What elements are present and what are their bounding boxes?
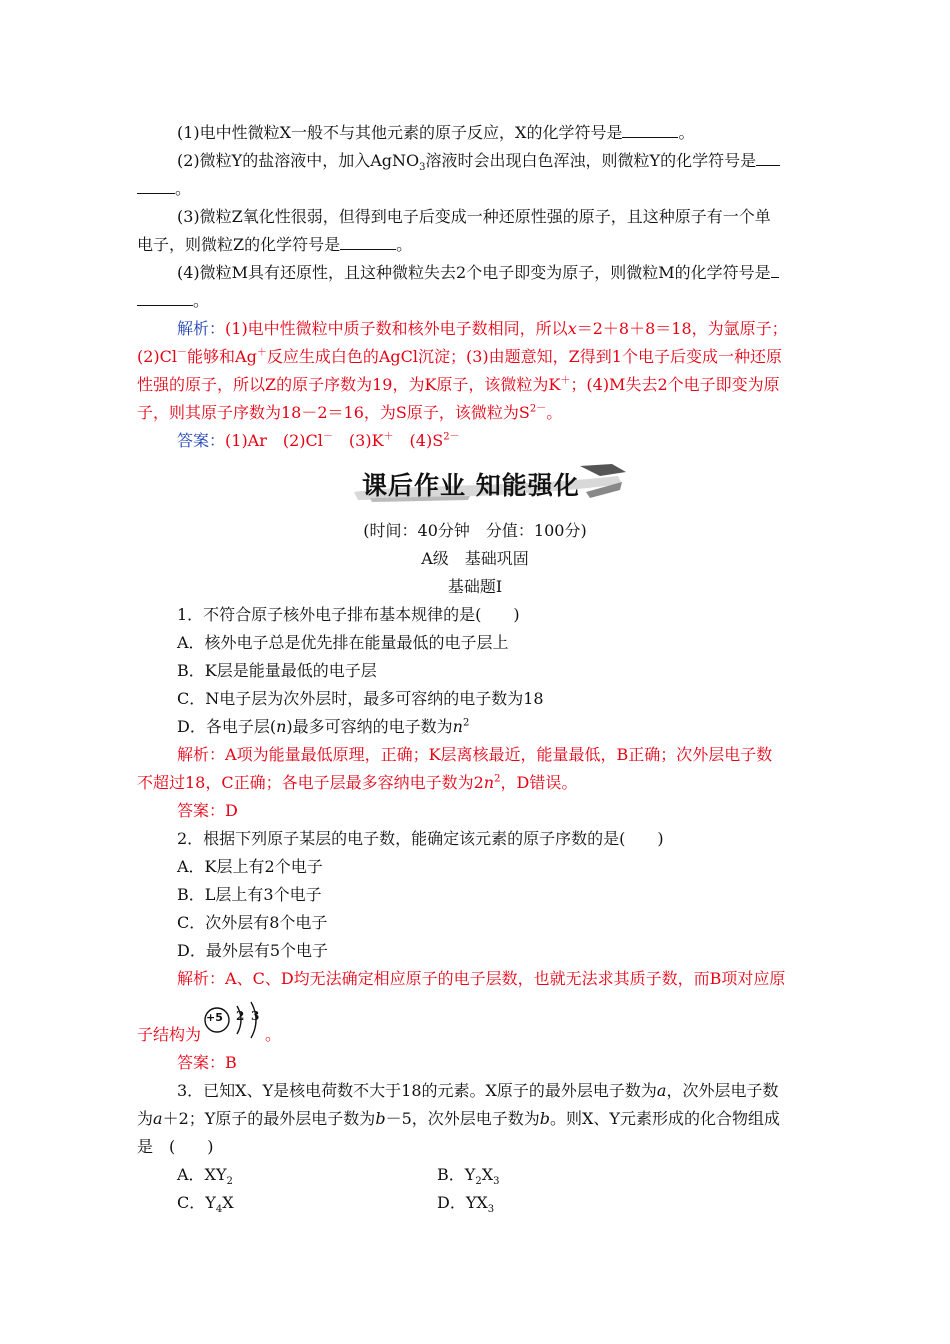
section-banner	[350, 462, 630, 504]
option-text: D．各电子层(	[177, 717, 277, 736]
option-sub: 2	[226, 1176, 233, 1188]
option-sub: 3	[493, 1176, 500, 1188]
intro-q2-cont	[137, 178, 191, 200]
analysis-text: ＝2＋8＋8＝18，为氩原子；	[576, 319, 788, 338]
q1-option-d	[177, 716, 469, 738]
option-sub: 4	[215, 1204, 223, 1216]
stem-var: a	[656, 1081, 667, 1100]
stem-text: －5，次外层电子数为	[385, 1109, 540, 1128]
q4-end: 。	[193, 291, 210, 310]
q1-option-b: B．K层是能量最低的电子层	[177, 661, 377, 680]
analysis-text: 子，则其原子序数为18－2＝16，为S原子，该微粒为S	[137, 403, 530, 422]
shell1-count: 2	[236, 1009, 245, 1023]
q3-option-b	[437, 1164, 499, 1186]
analysis-text: ；(4)M失去2个电子即变为原	[570, 375, 780, 394]
analysis-text: 子结构为	[137, 1025, 202, 1044]
stem-var: a	[153, 1109, 163, 1128]
option-text: )最多可容纳的电子数为	[286, 717, 453, 736]
time-info: (时间：40分钟 分值：100分)	[363, 521, 587, 540]
analysis-text: (1)电中性微粒中质子数和核外电子数相同，所以	[225, 319, 568, 338]
q2-option-c: C．次外层有8个电子	[177, 913, 328, 932]
intro-q1	[177, 122, 694, 144]
q2-option-a: A．K层上有2个电子	[177, 857, 323, 876]
q3-stem-l3: 是 ( )	[137, 1137, 214, 1156]
analysis-text: 反应生成白色的AgCl沉淀；(3)由题意知，Z得到1个电子后变成一种还原	[266, 347, 782, 366]
analysis-sup: ＋	[560, 375, 571, 387]
answer-blank	[340, 235, 396, 250]
q2-text2: 溶液时会出现白色浑浊，则微粒Y的化学符号是	[425, 151, 757, 170]
shell2-count: 3	[251, 1009, 260, 1023]
q1-stem: 1．不符合原子核外电子排布基本规律的是( )	[177, 605, 520, 624]
q2-stem: 2．根据下列原子某层的电子数，能确定该元素的原子序数的是( )	[177, 829, 664, 848]
option-text: B．Y	[437, 1165, 476, 1184]
analysis-sup: 2－	[529, 403, 547, 415]
answer-text: (1)Ar (2)Cl	[225, 431, 323, 450]
q1-analysis-l1	[177, 744, 772, 766]
option-var: n	[276, 717, 287, 736]
q1-text: (1)电中性微粒X一般不与其他元素的原子反应，X的化学符号是	[177, 123, 623, 142]
option-sub: 2	[475, 1176, 482, 1188]
option-text: X	[222, 1193, 234, 1212]
answer-label: 答案：	[177, 431, 226, 450]
banner-title: 课后作业 知能强化	[362, 471, 580, 500]
intro-q4-l1	[177, 262, 779, 284]
stem-text: ，次外层电子数	[666, 1081, 779, 1100]
q1-answer	[177, 800, 238, 822]
q3-text: 电子，则微粒Z的化学符号是	[137, 235, 341, 254]
intro-answer	[177, 430, 460, 452]
q3-option-a	[177, 1164, 233, 1186]
answer-sup: ＋	[383, 431, 394, 443]
intro-analysis-l3	[137, 374, 780, 396]
q2-sub: 3	[419, 162, 426, 174]
q1-option-c: C．N电子层为次外层时，最多可容纳的电子数为18	[177, 689, 544, 708]
intro-q3-l2	[137, 234, 412, 256]
intro-analysis-l4	[137, 402, 562, 424]
analysis-label: 解析：	[177, 969, 226, 988]
q2-end: 。	[175, 179, 192, 198]
q3-end: 。	[396, 235, 413, 254]
stem-var: b	[539, 1109, 550, 1128]
option-text: A．XY	[177, 1165, 227, 1184]
intro-analysis-l1	[177, 318, 788, 340]
answer-text: (3)K	[332, 431, 384, 450]
answer-blank	[137, 179, 175, 194]
q1-end: 。	[678, 123, 695, 142]
analysis-sup: 2	[494, 773, 501, 785]
analysis-label: 解析：	[177, 745, 226, 764]
q2-analysis-l1	[177, 968, 785, 990]
answer-blank	[771, 263, 779, 278]
analysis-sup: －	[177, 347, 188, 359]
analysis-var: x	[567, 319, 577, 338]
option-text: X	[481, 1165, 494, 1184]
option-sub: 3	[487, 1204, 495, 1216]
q1-analysis-l2	[137, 772, 577, 794]
analysis-sup: ＋	[256, 347, 267, 359]
q1-option-a: A．核外电子总是优先排在能量最低的电子层上	[177, 633, 509, 652]
answer-sup: －	[322, 431, 333, 443]
answer-text: (4)S	[393, 431, 444, 450]
intro-q2	[177, 150, 780, 172]
q3-option-d	[437, 1192, 494, 1214]
answer-value: B	[225, 1053, 237, 1072]
answer-sup: 2－	[443, 431, 460, 443]
analysis-text: A、C、D均无法确定相应原子的电子层数，也就无法求其质子数，而B项对应原	[225, 969, 786, 988]
option-text: D．YX	[437, 1193, 488, 1212]
analysis-var: n	[483, 773, 495, 792]
q3-stem-l1	[177, 1080, 778, 1102]
analysis-text: ，D错误。	[500, 773, 578, 792]
answer-label: 答案：	[177, 801, 226, 820]
q3-option-c	[177, 1192, 234, 1214]
answer-blank	[622, 123, 678, 138]
intro-q4-l2	[137, 290, 209, 312]
q2-option-d: D．最外层有5个电子	[177, 941, 329, 960]
option-var: n	[452, 717, 463, 736]
answer-blank	[756, 151, 780, 166]
stem-text: 。则X、Y元素形成的化合物组成	[550, 1109, 780, 1128]
answer-blank	[137, 291, 193, 306]
nucleus-label: +5	[206, 1011, 223, 1024]
analysis-text: 能够和Ag	[187, 347, 257, 366]
atomic-structure-diagram	[201, 998, 267, 1042]
stem-text: 为	[137, 1109, 154, 1128]
section-title: 基础题Ⅰ	[447, 577, 503, 596]
stem-var: b	[375, 1109, 386, 1128]
analysis-text: 。	[265, 1025, 282, 1044]
answer-label: 答案：	[177, 1053, 226, 1072]
option-sup: 2	[462, 717, 470, 729]
option-text: C．Y	[177, 1193, 216, 1212]
analysis-text: (2)Cl	[137, 347, 178, 366]
analysis-text: 不超过18，C正确；各电子层最多容纳电子数为2	[137, 773, 484, 792]
intro-analysis-l2	[137, 346, 782, 368]
analysis-text: 性强的原子，所以Z的原子序数为19，为K原子，该微粒为K	[137, 375, 561, 394]
q2-text: (2)微粒Y的盐溶液中，加入AgNO	[177, 151, 420, 170]
q2-answer	[177, 1052, 237, 1074]
q2-option-b: B．L层上有3个电子	[177, 885, 322, 904]
stem-text: 3．已知X、Y是核电荷数不大于18的元素。X原子的最外层电子数为	[177, 1081, 657, 1100]
level-title: A级 基础巩固	[421, 549, 529, 568]
intro-q3-l1: (3)微粒Z氧化性很弱，但得到电子后变成一种还原性强的原子，且这种原子有一个单	[177, 207, 771, 226]
q3-stem-l2	[137, 1108, 780, 1130]
answer-value: D	[225, 801, 238, 820]
analysis-text: A项为能量最低原理，正确；K层离核最近，能量最低，B正确；次外层电子数	[225, 745, 773, 764]
stem-text: ＋2；Y原子的最外层电子数为	[162, 1109, 376, 1128]
analysis-label: 解析：	[177, 319, 226, 338]
q4-text: (4)微粒M具有还原性，且这种微粒失去2个电子即变为原子，则微粒M的化学符号是	[177, 263, 771, 282]
analysis-text: 。	[546, 403, 563, 422]
